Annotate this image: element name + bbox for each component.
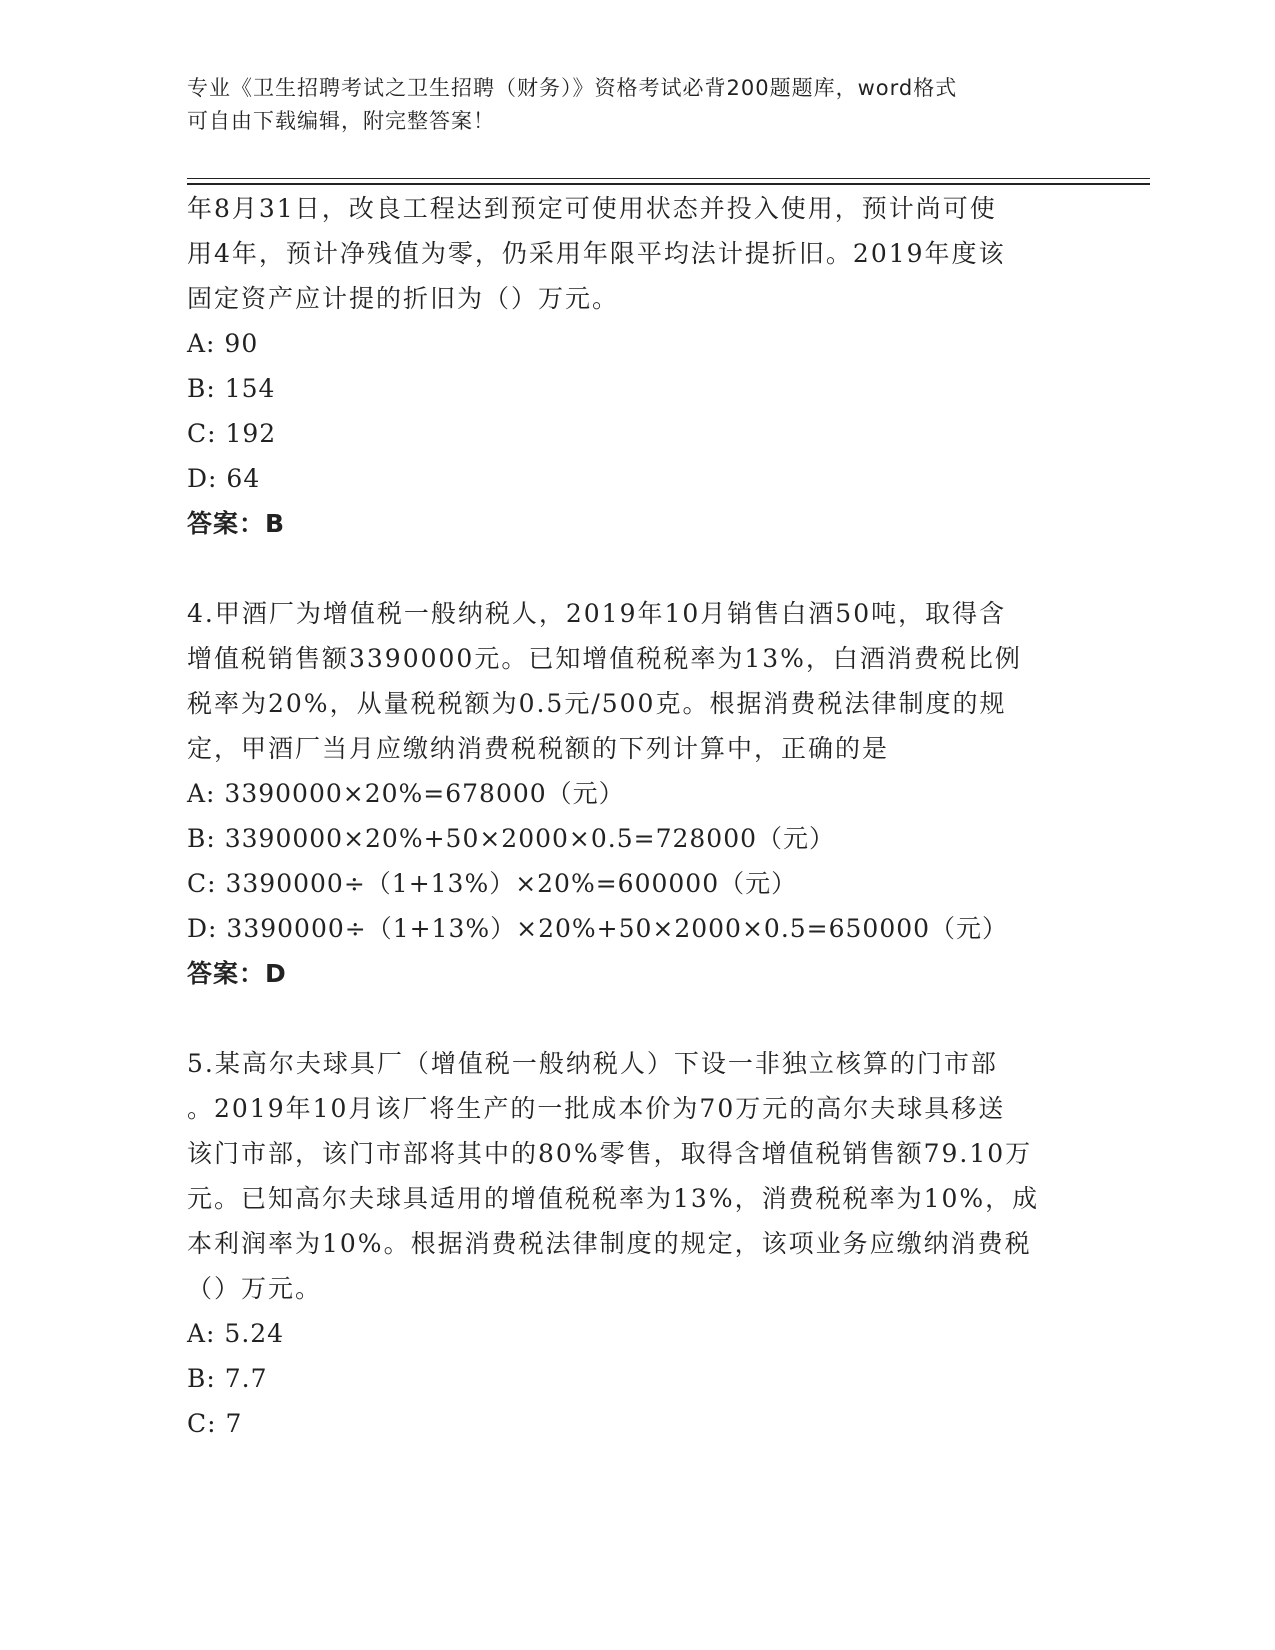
question-4-option-c: C: 3390000÷（1+13%）×20%=600000（元）	[187, 869, 798, 898]
question-4	[187, 591, 1087, 996]
header-divider-thin	[187, 178, 1150, 179]
question-4-stem-line-3: 税率为20%，从量税税额为0.5元/500克。根据消费税法律制度的规	[187, 689, 1007, 718]
question-5	[187, 1041, 1087, 1446]
header-title-line-2: 可自由下载编辑，附完整答案！	[187, 109, 495, 133]
question-3	[187, 186, 1087, 546]
question-content	[187, 186, 1087, 1446]
question-4-option-a: A: 3390000×20%=678000（元）	[187, 779, 625, 808]
document-header	[187, 72, 1067, 138]
question-5-option-c: C: 7	[187, 1409, 243, 1438]
question-5-option-a: A: 5.24	[187, 1319, 285, 1348]
question-5-stem-line-4: 元。已知高尔夫球具适用的增值税税率为13%，消费税税率为10%，成	[187, 1184, 1040, 1213]
question-3-option-a: A: 90	[187, 329, 259, 358]
header-title-line-1: 专业《卫生招聘考试之卫生招聘（财务）》资格考试必背200题题库，word格式	[187, 76, 958, 100]
question-4-option-d: D: 3390000÷（1+13%）×20%+50×2000×0.5=650000（元）	[187, 914, 1009, 943]
question-4-stem-line-4: 定，甲酒厂当月应缴纳消费税税额的下列计算中，正确的是	[187, 734, 890, 763]
question-3-option-d: D: 64	[187, 464, 261, 493]
question-3-stem-line-3: 固定资产应计提的折旧为（）万元。	[187, 284, 620, 313]
question-3-answer: 答案：B	[187, 509, 286, 538]
question-4-option-b: B: 3390000×20%+50×2000×0.5=728000（元）	[187, 824, 836, 853]
question-5-stem-line-3: 该门市部，该门市部将其中的80%零售，取得含增值税销售额79.10万	[187, 1139, 1033, 1168]
question-3-option-c: C: 192	[187, 419, 277, 448]
header-divider-thick	[187, 183, 1150, 185]
question-3-stem-line-1: 年8月31日，改良工程达到预定可使用状态并投入使用，预计尚可使	[187, 194, 997, 223]
question-4-answer: 答案：D	[187, 959, 287, 988]
question-5-option-b: B: 7.7	[187, 1364, 268, 1393]
question-5-stem-line-1: 5.某高尔夫球具厂（增值税一般纳税人）下设一非独立核算的门市部	[187, 1049, 998, 1078]
question-5-stem-line-2: 。2019年10月该厂将生产的一批成本价为70万元的高尔夫球具移送	[187, 1094, 1006, 1123]
spacer	[187, 546, 1087, 591]
question-4-stem-line-1: 4.甲酒厂为增值税一般纳税人，2019年10月销售白酒50吨，取得含	[187, 599, 1007, 628]
spacer	[187, 996, 1087, 1041]
question-5-stem-line-5: 本利润率为10%。根据消费税法律制度的规定，该项业务应缴纳消费税	[187, 1229, 1032, 1258]
question-3-option-b: B: 154	[187, 374, 276, 403]
question-5-stem-line-6: （）万元。	[187, 1274, 323, 1303]
question-4-stem-line-2: 增值税销售额3390000元。已知增值税税率为13%，白酒消费税比例	[187, 644, 1022, 673]
question-3-stem-line-2: 用4年，预计净残值为零，仍采用年限平均法计提折旧。2019年度该	[187, 239, 1006, 268]
